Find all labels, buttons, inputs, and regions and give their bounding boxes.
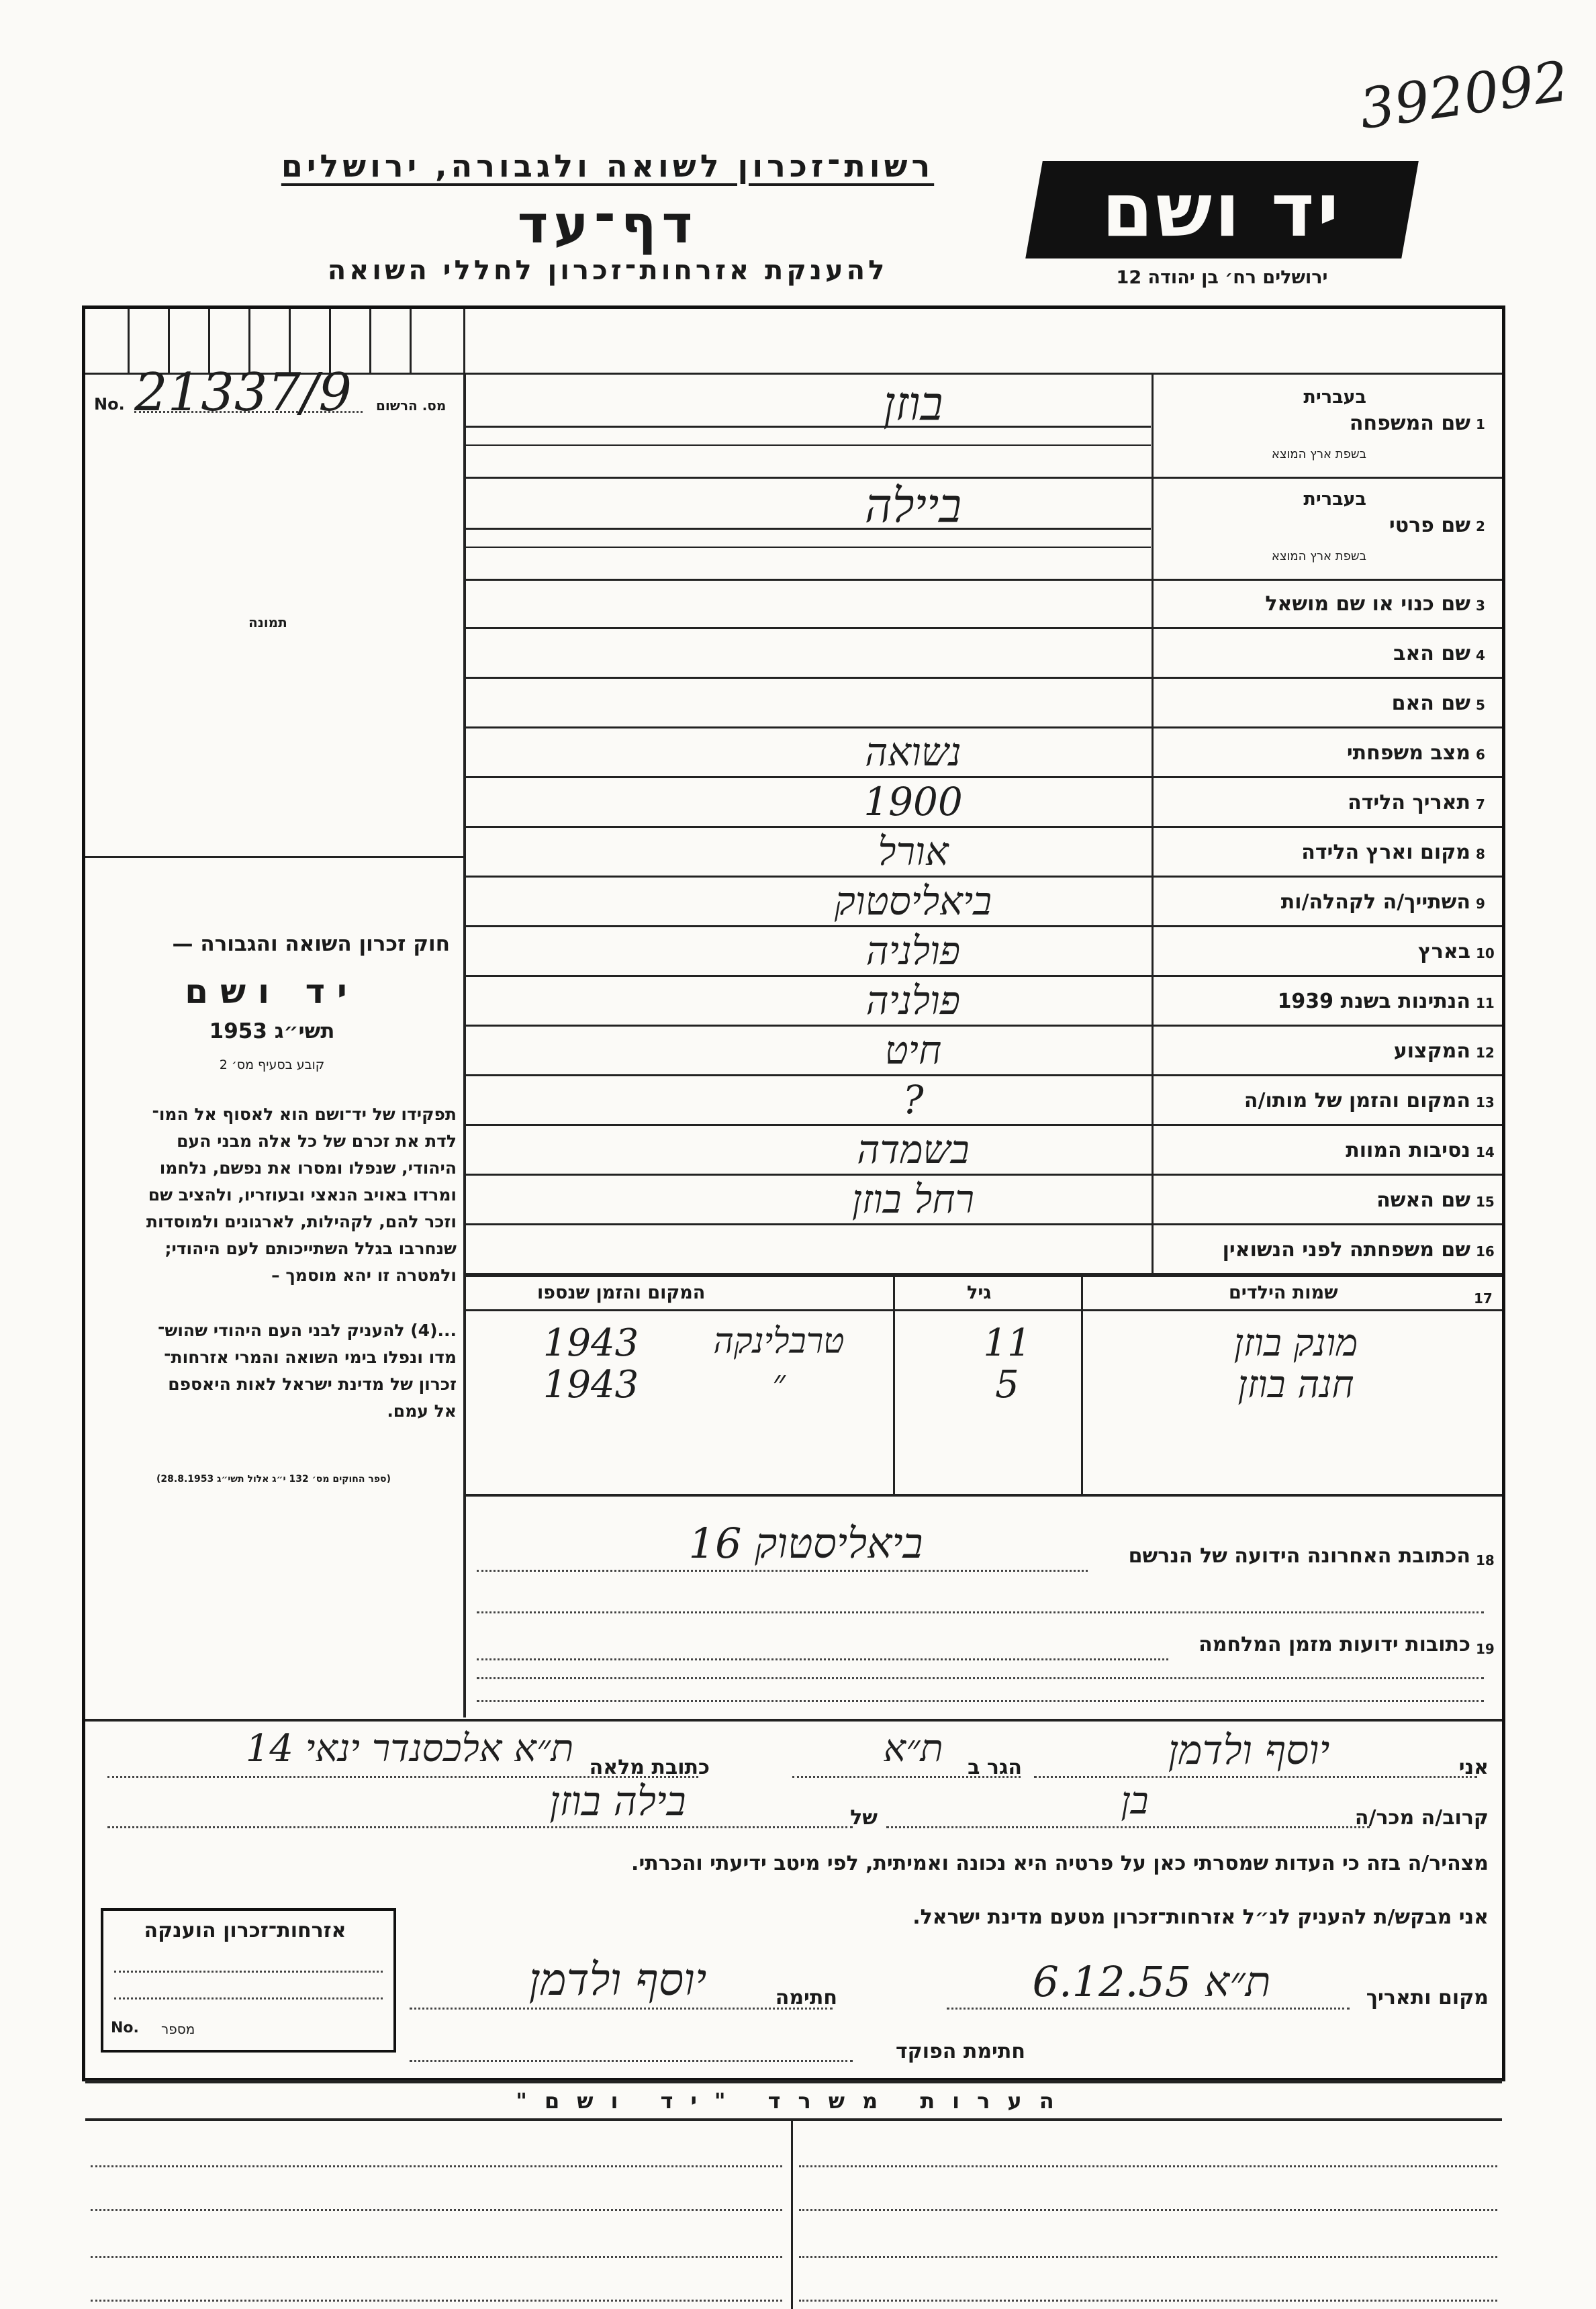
field-label: תאריך הלידה: [1348, 791, 1470, 814]
field-label: שם האשה: [1376, 1188, 1470, 1212]
field-number: 12: [1476, 1045, 1495, 1061]
law-paragraph-1-line: היהודי, שנפלו ומסרו את נפשם, נלחמו: [159, 1158, 457, 1178]
law-paragraph-1-line: וזכר להם, לקהילות, לארגונים ולמוסדות: [146, 1212, 457, 1231]
child-name[interactable]: חנה בוזן: [1237, 1363, 1354, 1407]
field-label: שם כנוי או שם מושאל: [1265, 592, 1470, 616]
law-paragraph-2-line: אל עמם.: [387, 1401, 457, 1421]
child-death-year[interactable]: 1943: [543, 1363, 639, 1407]
citizenship-number-label: מספר: [161, 2021, 195, 2037]
field-label: נסיבות המוות: [1346, 1139, 1470, 1162]
child-age[interactable]: 5: [995, 1363, 1019, 1407]
field-label: שם משפחתה לפני הנשואין: [1222, 1238, 1470, 1262]
field-number: 5: [1476, 697, 1485, 713]
field-label: שם האם: [1391, 692, 1470, 715]
citizenship-title: אזרחות־זכרון הוענקה: [144, 1919, 346, 1942]
field-label: שם האב: [1393, 642, 1470, 665]
registration-no-label: No.: [94, 395, 125, 414]
field-label: המקום והזמן של מותו/ה: [1243, 1089, 1470, 1113]
citizenship-no: No.: [111, 2020, 139, 2036]
child-name[interactable]: מונק בוזן: [1233, 1321, 1358, 1365]
law-clause: קובע בסעיף מס׳ 2: [219, 1057, 325, 1072]
field-label: המקצוע: [1393, 1039, 1470, 1063]
registration-label: מס. הרשום: [376, 397, 447, 414]
law-paragraph-2-line: מדו ונפלו בימי השואה והמרי אזרחות־: [164, 1348, 457, 1367]
field-number: 10: [1476, 945, 1495, 961]
field-origin-label: בשפת ארץ המוצא: [1271, 549, 1366, 563]
field-number: 4: [1476, 647, 1485, 663]
declaration-relative-label: קרוב/ה מכר/ה: [1354, 1806, 1489, 1830]
declaration-address-label: כתובת מלאה: [589, 1756, 710, 1779]
field-value[interactable]: נשואה: [865, 729, 961, 775]
field-label: שם המשפחה: [1349, 412, 1470, 435]
field-value[interactable]: רחל בוזן: [851, 1176, 975, 1222]
field-number: 7: [1476, 796, 1485, 812]
declarant-address[interactable]: ת״א אלכסנדר ינאי 14: [245, 1727, 574, 1771]
declarant-signature[interactable]: יוסף ולדמן: [528, 1954, 707, 2006]
law-paragraph-1-line: ומרדו באויב הנאצי ובעוזריו, ולהציב שם: [148, 1185, 457, 1205]
child-death-year[interactable]: 1943: [543, 1321, 639, 1365]
field-number: 15: [1476, 1194, 1495, 1210]
field-number: 1: [1476, 416, 1485, 432]
address-label: הכתובת האחרונה הידועה של הנרשם: [1128, 1544, 1470, 1568]
field-number: 16: [1476, 1243, 1495, 1260]
place-date-label: מקום ותאריך: [1366, 1986, 1489, 2010]
children-col-place: המקום והזמן שנספו: [537, 1282, 706, 1303]
archive-number: 392092: [1355, 49, 1573, 142]
law-source: (ספר החוקים מס׳ 132 י״ג אלול תשי״ג 28.8.1953): [156, 1474, 391, 1485]
place-date-value[interactable]: ת״א 6.12.55: [1032, 1957, 1271, 2006]
child-death-place[interactable]: טרבלינקה: [713, 1321, 845, 1362]
field-label: הנתינות בשנת 1939: [1277, 990, 1470, 1013]
field-value[interactable]: חיט: [884, 1027, 942, 1073]
field-number: 6: [1476, 747, 1485, 763]
field-value[interactable]: פולניה: [865, 928, 961, 974]
law-paragraph-2-line: ...(4) להעניק לבני העם היהודי שהוש־: [157, 1321, 457, 1340]
field-value[interactable]: בוזן: [883, 376, 943, 431]
registration-number: 21337/9: [134, 363, 353, 423]
declaration-statement: מצהיר/ה בזה כי העדות שמסרתי כאן על פרטיה היא נכונה ואמיתית, לפי מיטב ידיעתי והכרתי.: [631, 1852, 1489, 1875]
authority-title: רשות־זכרון לשואה ולגבורה, ירושלים: [281, 148, 935, 184]
law-paragraph-2: [91, 1317, 457, 1425]
children-number: 17: [1474, 1290, 1493, 1307]
field-value[interactable]: 1900: [863, 779, 963, 824]
declarant-name[interactable]: יוסף ולדמן: [1168, 1727, 1330, 1774]
address-line: ירושלים רח׳ בן יהודה 12: [1116, 267, 1328, 288]
field-number: 19: [1476, 1641, 1495, 1657]
law-paragraph-1-line: שנחרבו בגלל השתייכותם לעם היהודי;: [165, 1239, 457, 1258]
signature-label: חתימה: [775, 1986, 837, 2010]
relation-value[interactable]: בן: [1121, 1779, 1149, 1823]
field-label: שם פרטי: [1389, 514, 1470, 537]
field-value[interactable]: בשמדה: [857, 1127, 970, 1172]
victim-name[interactable]: בילה בוזן: [549, 1778, 686, 1825]
logo-text: יד ושם: [1102, 167, 1342, 253]
field-number: 18: [1476, 1552, 1495, 1568]
declaration-resides-label: הגר ב: [968, 1756, 1022, 1779]
field-hebrew-label: בעברית: [1303, 489, 1366, 510]
law-paragraph-1: [91, 1101, 457, 1289]
form-subtitle: להענקת אזרחות־זכרון לחללי השואה: [327, 255, 888, 286]
field-number: 13: [1476, 1094, 1495, 1111]
form-title: דף־עד: [517, 195, 698, 255]
declaration-of-label: של: [850, 1806, 878, 1830]
field-label: מקום וארץ הלידה: [1301, 841, 1470, 864]
field-value[interactable]: אורל: [878, 829, 949, 874]
field-number: 11: [1476, 995, 1495, 1011]
law-name: יד ושם: [185, 972, 359, 1011]
children-col-age: גיל: [967, 1282, 992, 1303]
law-paragraph-2-line: זכרון של מדינת ישראל לאות היאספם: [168, 1374, 457, 1394]
law-title: חוק זכרון השואה והגבורה —: [172, 932, 450, 956]
field-number: 8: [1476, 846, 1485, 862]
field-label: השתייך/ה לקהלה/ות: [1280, 890, 1470, 914]
office-notes-title: הערות משרד "יד ושם": [516, 2088, 1072, 2114]
field-origin-label: בשפת ארץ המוצא: [1271, 447, 1366, 461]
declaration-i-label: אני: [1458, 1756, 1489, 1779]
declaration-request: אני מבקש/ת להעניק לנ״ל אזרחות־זכרון מטעם מדינת ישראל.: [912, 1905, 1489, 1929]
address-value[interactable]: ביאליסטוק 16: [688, 1519, 923, 1568]
address-label: כתובות ידועות מזמן המלחמה: [1199, 1633, 1470, 1656]
declarant-city[interactable]: ת״א: [883, 1727, 943, 1771]
field-value[interactable]: פולניה: [865, 978, 961, 1023]
law-paragraph-1-line: לדת את זכרם של כל אלה מבני העם: [177, 1131, 457, 1151]
child-death-place[interactable]: ״: [772, 1363, 786, 1403]
field-hebrew-label: בעברית: [1303, 387, 1366, 408]
law-paragraph-1-line: תפקידו של יד־ושם הוא לאסוף אל המו־: [152, 1104, 457, 1124]
field-value[interactable]: ?: [902, 1077, 924, 1123]
field-value[interactable]: ביאליסטוק: [834, 878, 992, 924]
law-paragraph-1-line: ולמטרה זו יהא מוסמך –: [271, 1266, 457, 1285]
field-number: 9: [1476, 896, 1485, 912]
field-number: 3: [1476, 598, 1485, 614]
children-col-names: שמות הילדים: [1229, 1282, 1338, 1303]
field-number: 2: [1476, 518, 1485, 534]
photo-label: תמונה: [248, 614, 287, 630]
field-label: מצב משפחתי: [1346, 741, 1470, 765]
field-label: בארץ: [1417, 940, 1470, 963]
yad-vashem-logo: [1025, 161, 1419, 258]
law-year: תשי״ג 1953: [209, 1019, 335, 1043]
field-value[interactable]: ביילה: [864, 478, 962, 533]
officer-signature-label: חתימת הפוקד: [896, 2040, 1025, 2063]
field-number: 14: [1476, 1144, 1495, 1160]
child-age[interactable]: 11: [983, 1321, 1031, 1365]
